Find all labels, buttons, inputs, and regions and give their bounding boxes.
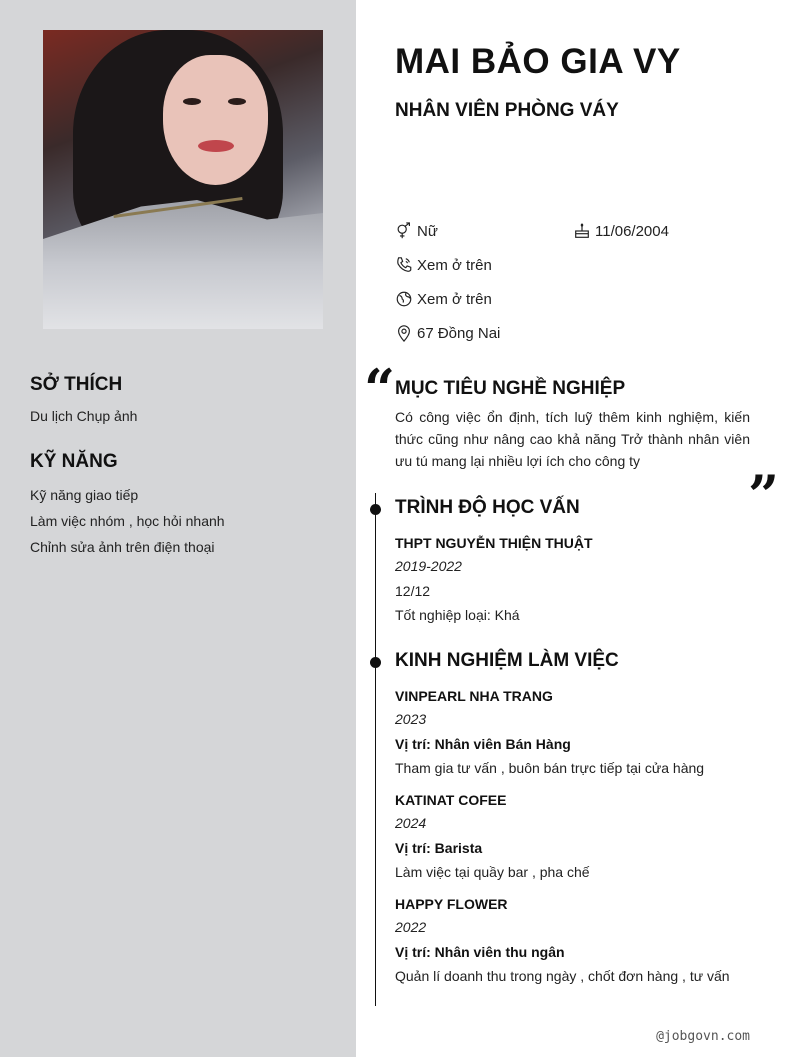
- timeline-dot: [370, 657, 381, 668]
- gender-icon: [395, 222, 413, 240]
- experience-position: Vị trí: Nhân viên Bán Hàng: [395, 736, 571, 752]
- birthday-row: [573, 222, 669, 240]
- company-name: KATINAT COFEE: [395, 792, 507, 808]
- skill-item: Kỹ năng giao tiếp: [30, 487, 139, 503]
- experience-description: Quản lí doanh thu trong ngày , chốt đơn hàng , tư vấn: [395, 968, 730, 984]
- company-name: VINPEARL NHA TRANG: [395, 688, 553, 704]
- experience-title: KINH NGHIỆM LÀM VIỆC: [395, 650, 619, 671]
- address-value: 67 Đồng Nai: [417, 324, 501, 342]
- gender-value: Nữ: [417, 222, 438, 240]
- close-quote-icon: ”: [748, 463, 780, 527]
- phone-icon: [395, 256, 413, 274]
- experience-position: Vị trí: Barista: [395, 840, 483, 856]
- hobbies-title: SỞ THÍCH: [30, 374, 123, 395]
- experience-description: Tham gia tư vấn , buôn bán trực tiếp tại cửa hàng: [395, 760, 705, 776]
- objective-title: MỤC TIÊU NGHỀ NGHIỆP: [395, 378, 626, 399]
- school-name: THPT NGUYỄN THIỆN THUẬT: [395, 535, 593, 551]
- experience-year: 2024: [395, 815, 427, 831]
- job-title: NHÂN VIÊN PHÒNG VÁY: [395, 100, 619, 121]
- hobbies-text: Du lịch Chụp ảnh: [30, 408, 138, 424]
- footer-watermark: @jobgovn.com: [656, 1029, 750, 1044]
- company-name: HAPPY FLOWER: [395, 896, 508, 912]
- skill-item: Chỉnh sửa ảnh trên điện thoại: [30, 539, 215, 555]
- phone-row: [395, 256, 492, 274]
- experience-year: 2022: [395, 919, 427, 935]
- education-grade: 12/12: [395, 583, 431, 599]
- experience-description: Làm việc tại quầy bar , pha chế: [395, 864, 590, 880]
- map-pin-icon: [395, 324, 413, 342]
- full-name: MAI BẢO GIA VY: [395, 42, 681, 81]
- education-result: Tốt nghiệp loại: Khá: [395, 607, 520, 623]
- cake-icon: [573, 222, 591, 240]
- education-title: TRÌNH ĐỘ HỌC VẤN: [395, 497, 580, 518]
- address-row: [395, 324, 500, 342]
- open-quote-icon: “: [364, 357, 396, 421]
- skills-title: KỸ NĂNG: [30, 451, 118, 472]
- phone-value: Xem ở trên: [417, 256, 492, 274]
- profile-photo: [43, 30, 323, 329]
- education-period: 2019-2022: [395, 558, 462, 574]
- experience-year: 2023: [395, 711, 427, 727]
- website-row: [395, 290, 492, 308]
- birthday-value: 11/06/2004: [595, 222, 669, 240]
- timeline-dot: [370, 504, 381, 515]
- skill-item: Làm việc nhóm , học hỏi nhanh: [30, 513, 225, 529]
- timeline-line: [375, 493, 376, 1006]
- objective-text: Có công việc ổn định, tích luỹ thêm kinh nghiệm, kiến thức cũng như nâng cao khả năng Trở thành nhân viên ưu tú mang lại nhiều lợi ích cho công ty: [395, 409, 750, 469]
- globe-icon: [395, 290, 413, 308]
- gender-row: [395, 222, 438, 240]
- experience-position: Vị trí: Nhân viên thu ngân: [395, 944, 565, 960]
- website-value: Xem ở trên: [417, 290, 492, 308]
